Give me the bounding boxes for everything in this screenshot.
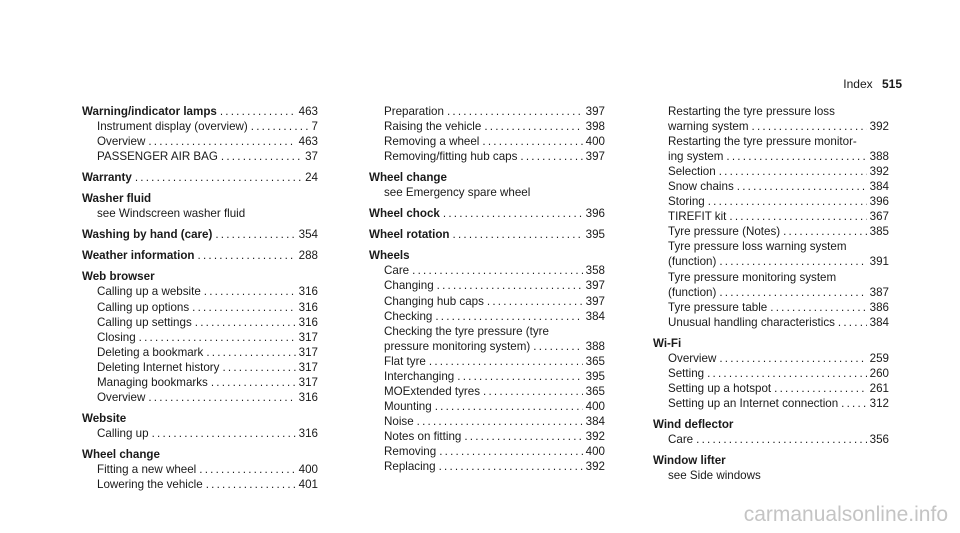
- index-subentry: [369, 294, 605, 309]
- index-subentry: [369, 339, 605, 354]
- dot-leader: [719, 164, 867, 179]
- page-ref: 317: [298, 360, 318, 374]
- dot-leader: [719, 351, 866, 366]
- dot-leader: [696, 432, 867, 447]
- entry-text: Raising the vehicle: [384, 120, 482, 134]
- index-subentry: [369, 369, 605, 384]
- entry-text: Lowering the vehicle: [97, 478, 203, 492]
- page-ref: 384: [585, 309, 605, 323]
- entry-text: Changing: [384, 279, 434, 293]
- page-ref: 400: [585, 444, 605, 458]
- page-ref: 316: [298, 315, 318, 329]
- index-subentry: [369, 414, 605, 429]
- index-subentry: [653, 119, 889, 134]
- entry-text: TIREFIT kit: [668, 210, 727, 224]
- entry-text: Changing hub caps: [384, 294, 484, 308]
- dot-leader: [437, 278, 583, 293]
- page-ref: 385: [869, 225, 889, 239]
- page-ref: 463: [298, 105, 318, 118]
- entry-text: Wheel change: [369, 171, 447, 185]
- dot-leader: [453, 227, 583, 242]
- page-ref: 386: [869, 300, 889, 314]
- page-ref: 387: [869, 285, 889, 299]
- entry-text: Wi-Fi: [653, 336, 682, 350]
- page-ref: 316: [298, 285, 318, 299]
- index-heading: [82, 248, 318, 263]
- page-ref: 398: [585, 120, 605, 134]
- dot-leader: [719, 254, 866, 269]
- page-ref: 317: [298, 375, 318, 389]
- entry-text: Wheels: [369, 249, 410, 263]
- entry-text: Setting up a hotspot: [668, 381, 772, 395]
- index-heading: [653, 417, 889, 432]
- index-subentry: [369, 444, 605, 459]
- index-subentry: [653, 285, 889, 300]
- index-subentry: [653, 396, 889, 411]
- index-subentry: [653, 300, 889, 315]
- index-subentry: [653, 134, 889, 149]
- page-ref: 395: [585, 228, 605, 242]
- page-ref: 317: [298, 345, 318, 359]
- entry-text: Web browser: [82, 270, 155, 284]
- dot-leader: [192, 300, 295, 315]
- page-ref: 384: [869, 315, 889, 329]
- dot-leader: [429, 354, 583, 369]
- page-ref: 316: [298, 300, 318, 314]
- page-ref: 397: [585, 105, 605, 118]
- dot-leader: [483, 384, 583, 399]
- dot-leader: [443, 206, 583, 221]
- page-ref: 397: [585, 150, 605, 164]
- dot-leader: [206, 345, 295, 360]
- index-subentry: [653, 224, 889, 239]
- entry-text: Website: [82, 411, 127, 425]
- index-subentry: [653, 239, 889, 254]
- entry-text: Overview: [668, 351, 717, 365]
- index-subentry: [82, 477, 318, 492]
- entry-text: Restarting the tyre pressure loss: [668, 105, 835, 118]
- index-subentry: [369, 263, 605, 278]
- entry-text: Noise: [384, 414, 414, 428]
- dot-leader: [139, 330, 296, 345]
- header-label: Index: [843, 77, 873, 91]
- index-subentry: [82, 375, 318, 390]
- page-ref: 395: [585, 369, 605, 383]
- dot-leader: [152, 426, 296, 441]
- index-subentry: [369, 324, 605, 339]
- dot-leader: [520, 149, 582, 164]
- index-subentry: [82, 284, 318, 299]
- dot-leader: [457, 369, 582, 384]
- page-ref: 392: [585, 460, 605, 474]
- index-subentry: [369, 149, 605, 164]
- entry-text: Checking the tyre pressure (tyre: [384, 324, 549, 338]
- index-subentry: [369, 119, 605, 134]
- dot-leader: [487, 294, 583, 309]
- entry-text: Instrument display (overview): [97, 120, 248, 134]
- index-column-2: [369, 104, 605, 474]
- page-ref: 354: [298, 228, 318, 242]
- entry-text: Fitting a new wheel: [97, 462, 197, 476]
- dot-leader: [215, 227, 295, 242]
- dot-leader: [148, 134, 295, 149]
- dot-leader: [533, 339, 582, 354]
- index-subentry: [369, 459, 605, 474]
- entry-text: Notes on fitting: [384, 429, 462, 443]
- entry-text: see Windscreen washer fluid: [97, 207, 246, 221]
- dot-leader: [841, 396, 866, 411]
- page-ref: 384: [585, 414, 605, 428]
- entry-text: pressure monitoring system): [384, 339, 531, 353]
- page-ref: 358: [585, 264, 605, 278]
- index-subentry: [653, 468, 889, 483]
- index-heading: [82, 191, 318, 206]
- dot-leader: [412, 263, 583, 278]
- dot-leader: [435, 399, 583, 414]
- page-ref: 356: [869, 432, 889, 446]
- index-subentry: [82, 426, 318, 441]
- entry-text: MOExtended tyres: [384, 384, 481, 398]
- index-heading: [653, 336, 889, 351]
- dot-leader: [729, 209, 866, 224]
- index-subentry: [82, 345, 318, 360]
- dot-leader: [148, 390, 295, 405]
- watermark: carmanualsonline.info: [743, 503, 948, 526]
- page-ref: 392: [869, 165, 889, 179]
- page-ref: 401: [298, 478, 318, 492]
- dot-leader: [774, 381, 867, 396]
- index-subentry: [82, 134, 318, 149]
- index-subentry: [653, 366, 889, 381]
- dot-leader: [204, 284, 296, 299]
- page-ref: 7: [311, 120, 318, 134]
- entry-text: Restarting the tyre pressure monitor-: [668, 135, 857, 149]
- page-number: 515: [881, 77, 902, 91]
- page-ref: 259: [869, 351, 889, 365]
- entry-text: Washing by hand (care): [82, 228, 213, 242]
- dot-leader: [199, 462, 295, 477]
- entry-text: Checking: [384, 309, 433, 323]
- index-subentry: [82, 462, 318, 477]
- index-subentry: [82, 119, 318, 134]
- index-subentry: [653, 179, 889, 194]
- entry-text: Preparation: [384, 105, 444, 118]
- index-subentry: [653, 209, 889, 224]
- dot-leader: [707, 366, 867, 381]
- index-heading: [369, 248, 605, 263]
- index-heading: [369, 206, 605, 221]
- entry-text: Mounting: [384, 399, 432, 413]
- index-subentry: [369, 309, 605, 324]
- entry-text: Deleting a bookmark: [97, 345, 204, 359]
- page-ref: 396: [585, 207, 605, 221]
- entry-text: Tyre pressure (Notes): [668, 225, 781, 239]
- index-heading: [82, 104, 318, 119]
- dot-leader: [770, 300, 866, 315]
- entry-text: see Side windows: [668, 469, 761, 483]
- index-subentry: [82, 300, 318, 315]
- page-ref: 392: [585, 429, 605, 443]
- entry-text: Selection: [668, 165, 716, 179]
- entry-text: Setting up an Internet connection: [668, 396, 839, 410]
- entry-text: (function): [668, 285, 717, 299]
- entry-text: Wheel chock: [369, 207, 440, 221]
- entry-text: Calling up settings: [97, 315, 192, 329]
- entry-text: Washer fluid: [82, 192, 152, 206]
- dot-leader: [417, 414, 583, 429]
- entry-text: Wheel change: [82, 447, 160, 461]
- index-heading: [82, 447, 318, 462]
- entry-text: warning system: [668, 120, 749, 134]
- entry-text: Calling up: [97, 426, 149, 440]
- dot-leader: [195, 315, 296, 330]
- entry-text: Care: [668, 432, 694, 446]
- entry-text: Flat tyre: [384, 354, 426, 368]
- page-ref: 388: [869, 150, 889, 164]
- index-subentry: [82, 206, 318, 221]
- page-ref: 384: [869, 180, 889, 194]
- entry-text: Overview: [97, 390, 146, 404]
- index-subentry: [82, 315, 318, 330]
- dot-leader: [464, 429, 582, 444]
- dot-leader: [752, 119, 867, 134]
- index-subentry: [653, 149, 889, 164]
- index-subentry: [653, 104, 889, 119]
- page-ref: 317: [298, 330, 318, 344]
- entry-text: (function): [668, 255, 717, 269]
- index-heading: [82, 227, 318, 242]
- index-subentry: [653, 315, 889, 330]
- dot-leader: [439, 444, 582, 459]
- entry-text: PASSENGER AIR BAG: [97, 150, 218, 164]
- entry-text: Deleting Internet history: [97, 360, 220, 374]
- dot-leader: [737, 179, 867, 194]
- entry-text: Storing: [668, 195, 705, 209]
- dot-leader: [222, 360, 295, 375]
- page-ref: 400: [585, 399, 605, 413]
- entry-text: Interchanging: [384, 369, 455, 383]
- index-column-1: [82, 104, 318, 492]
- index-subentry: [653, 351, 889, 366]
- page-ref: 260: [869, 366, 889, 380]
- page-ref: 316: [298, 390, 318, 404]
- entry-text: Wind deflector: [653, 417, 734, 431]
- dot-leader: [482, 134, 582, 149]
- dot-leader: [719, 285, 866, 300]
- page-ref: 367: [869, 210, 889, 224]
- page-ref: 397: [585, 294, 605, 308]
- entry-text: Snow chains: [668, 180, 734, 194]
- entry-text: Weather information: [82, 249, 195, 263]
- entry-text: Removing: [384, 444, 437, 458]
- entry-text: Overview: [97, 135, 146, 149]
- page-ref: 312: [869, 396, 889, 410]
- index-subentry: [653, 164, 889, 179]
- entry-text: Replacing: [384, 460, 436, 474]
- entry-text: Removing/fitting hub caps: [384, 150, 518, 164]
- page-ref: 365: [585, 384, 605, 398]
- index-subentry: [369, 429, 605, 444]
- page-ref: 261: [869, 381, 889, 395]
- index-subentry: [369, 278, 605, 293]
- entry-text: Setting: [668, 366, 705, 380]
- page-ref: 463: [298, 135, 318, 149]
- dot-leader: [783, 224, 867, 239]
- index-subentry: [369, 134, 605, 149]
- entry-text: Care: [384, 264, 410, 278]
- index-subentry: [369, 185, 605, 200]
- entry-text: Calling up options: [97, 300, 190, 314]
- entry-text: Window lifter: [653, 454, 726, 468]
- entry-text: Unusual handling characteristics: [668, 315, 835, 329]
- index-subentry: [82, 330, 318, 345]
- page-ref: 397: [585, 279, 605, 293]
- dot-leader: [251, 119, 309, 134]
- dot-leader: [838, 315, 867, 330]
- page-header: [843, 77, 902, 91]
- page-ref: 24: [305, 171, 318, 185]
- index-subentry: [82, 360, 318, 375]
- entry-text: Tyre pressure table: [668, 300, 768, 314]
- index-heading: [369, 170, 605, 185]
- entry-text: Managing bookmarks: [97, 375, 208, 389]
- index-subentry: [82, 390, 318, 405]
- entry-text: see Emergency spare wheel: [384, 186, 531, 200]
- dot-leader: [484, 119, 582, 134]
- entry-text: ing system: [668, 150, 724, 164]
- index-subentry: [369, 354, 605, 369]
- dot-leader: [221, 149, 302, 164]
- page-ref: 392: [869, 120, 889, 134]
- page-ref: 388: [585, 339, 605, 353]
- index-heading: [82, 411, 318, 426]
- index-subentry: [653, 432, 889, 447]
- index-subentry: [369, 399, 605, 414]
- page-ref: 400: [585, 135, 605, 149]
- index-column-3: [653, 104, 889, 483]
- index-heading: [82, 170, 318, 185]
- page-ref: 37: [305, 150, 318, 164]
- index-subentry: [653, 254, 889, 269]
- index-subentry: [369, 384, 605, 399]
- dot-leader: [135, 170, 302, 185]
- entry-text: Calling up a website: [97, 285, 201, 299]
- entry-text: Warning/indicator lamps: [82, 105, 217, 118]
- entry-text: Closing: [97, 330, 136, 344]
- index-heading: [82, 269, 318, 284]
- entry-text: Tyre pressure loss warning system: [668, 240, 847, 254]
- dot-leader: [708, 194, 867, 209]
- entry-text: Wheel rotation: [369, 228, 450, 242]
- page-ref: 396: [869, 195, 889, 209]
- entry-text: Removing a wheel: [384, 135, 480, 149]
- dot-leader: [447, 104, 583, 119]
- page-ref: 391: [869, 255, 889, 269]
- dot-leader: [198, 248, 296, 263]
- index-heading: [653, 453, 889, 468]
- index-subentry: [653, 270, 889, 285]
- dot-leader: [726, 149, 866, 164]
- index-subentry: [653, 194, 889, 209]
- dot-leader: [435, 309, 582, 324]
- dot-leader: [220, 104, 296, 119]
- page-ref: 288: [298, 249, 318, 263]
- index-heading: [369, 227, 605, 242]
- page-ref: 400: [298, 462, 318, 476]
- entry-text: Warranty: [82, 171, 132, 185]
- index-subentry: [82, 149, 318, 164]
- dot-leader: [211, 375, 296, 390]
- dot-leader: [206, 477, 296, 492]
- index-subentry: [653, 381, 889, 396]
- page-ref: 365: [585, 354, 605, 368]
- dot-leader: [439, 459, 583, 474]
- page-ref: 316: [298, 426, 318, 440]
- index-subentry: [369, 104, 605, 119]
- entry-text: Tyre pressure monitoring system: [668, 270, 837, 284]
